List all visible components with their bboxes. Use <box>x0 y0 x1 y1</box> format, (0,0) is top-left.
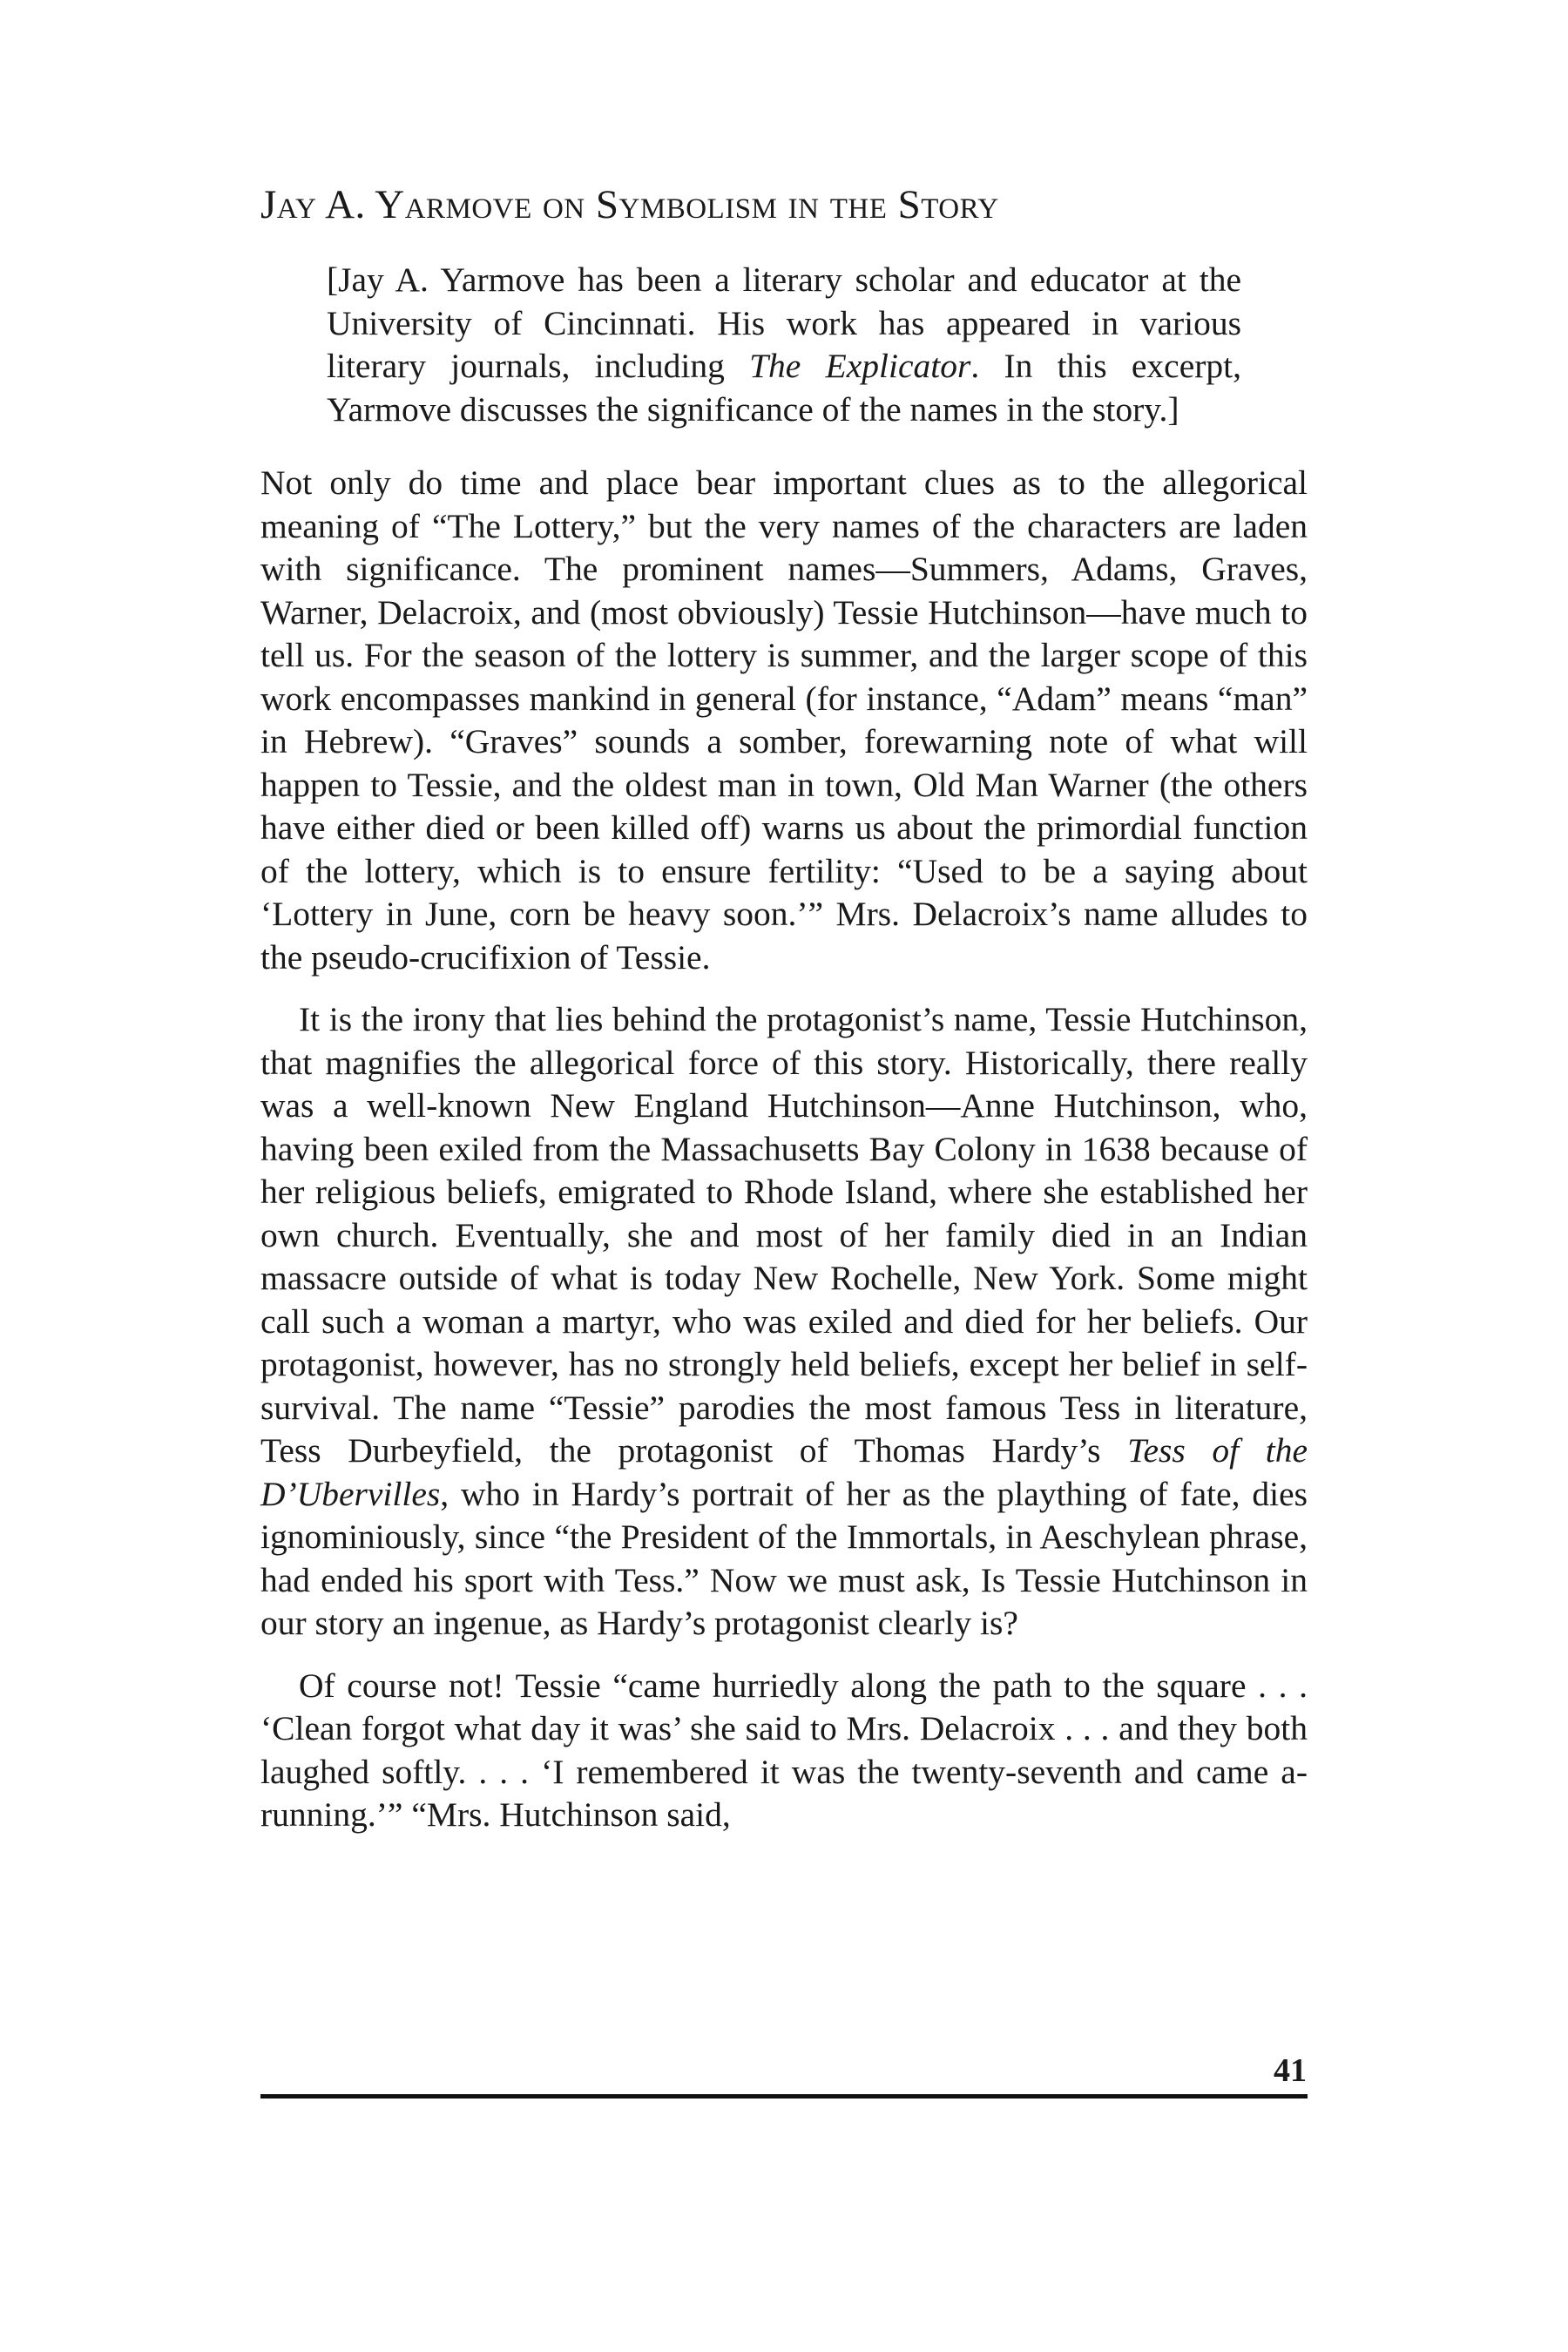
paragraph-1: Not only do time and place bear important clues as to the allegorical meaning of “The Lottery,” but the very names of the characters are laden with significance. The prominent names—Summers, Adams, Graves, Warner, Delacroix, and (most obviously) Tessie Hutchinson—have much to tell us. For the season of the lottery is summer, and the larger scope of this work encompasses mankind in general (for instance, “Adam” means “man” in Hebrew). “Graves” sounds a somber, forewarning note of what will happen to Tessie, and the oldest man in town, Old Man Warner (the others have either died or been killed off) warns us about the primordial function of the lottery, which is to ensure fertility: “Used to be a saying about ‘Lottery in June, corn be heavy soon.’” Mrs. Delacroix’s name alludes to the pseudo-crucifixion of Tessie. <box>260 463 1308 977</box>
intro-text-end: . In this excerpt, Yarmove discusses the significance of the names in the story.] <box>327 347 1241 429</box>
essay-body <box>260 462 1308 1856</box>
footer-rule <box>260 2094 1308 2099</box>
paragraph-3: Of course not! Tessie “came hurriedly along the path to the square . . . ‘Clean forgot what day it was’ she said to Mrs. Delacroix . . . and they both laughed softly. . . . ‘I remembered it was the twenty-seventh and came a-running.’” “Mrs. Hutchinson said, <box>260 1666 1308 1834</box>
novel-title: Tess of the D’Ubervilles <box>260 1431 1308 1513</box>
paragraph-2-text-start: It is the irony that lies behind the protagonist’s name, Tessie Hutchinson, that magnifies the allegorical force of this story. Historically, there really was a well-known New England Hutchinson—Anne Hutchinson, who, having been exiled from the Massachusetts Bay Colony in 1638 because of her religious beliefs, emigrated to Rhode Island, where she established her own church. Eventually, she and most of her family died in an Indian massacre outside of what is today New Rochelle, New York. Some might call such a woman a martyr, who was exiled and died for her beliefs. Our protagonist, however, has no strongly held beliefs, except her belief in self-survival. The name “Tessie” parodies the most famous Tess in literature, Tess Durbeyfield, the protagonist of Thomas Hardy’s <box>260 1000 1308 1470</box>
intro-text-start: [Jay A. Yarmove has been a literary scholar and educator at the University of Cincinnati. His work has appeared in various literary journals, including <box>327 260 1241 385</box>
author-introduction <box>327 259 1241 431</box>
section-heading: Jay A. Yarmove on Symbolism in the Story <box>260 182 999 227</box>
page-number: 41 <box>1274 2052 1307 2089</box>
journal-title: The Explicator <box>749 347 971 385</box>
paragraph-2 <box>260 998 1308 1646</box>
paragraph-2-text-end: , who in Hardy’s portrait of her as the plaything of fate, dies ignominiously, since “the President of the Immortals, in Aeschylean phrase, had ended his sport with Tess.” Now we must ask, Is Tessie Hutchinson in our story an ingenue, as Hardy’s protagonist clearly is? <box>260 1474 1308 1642</box>
